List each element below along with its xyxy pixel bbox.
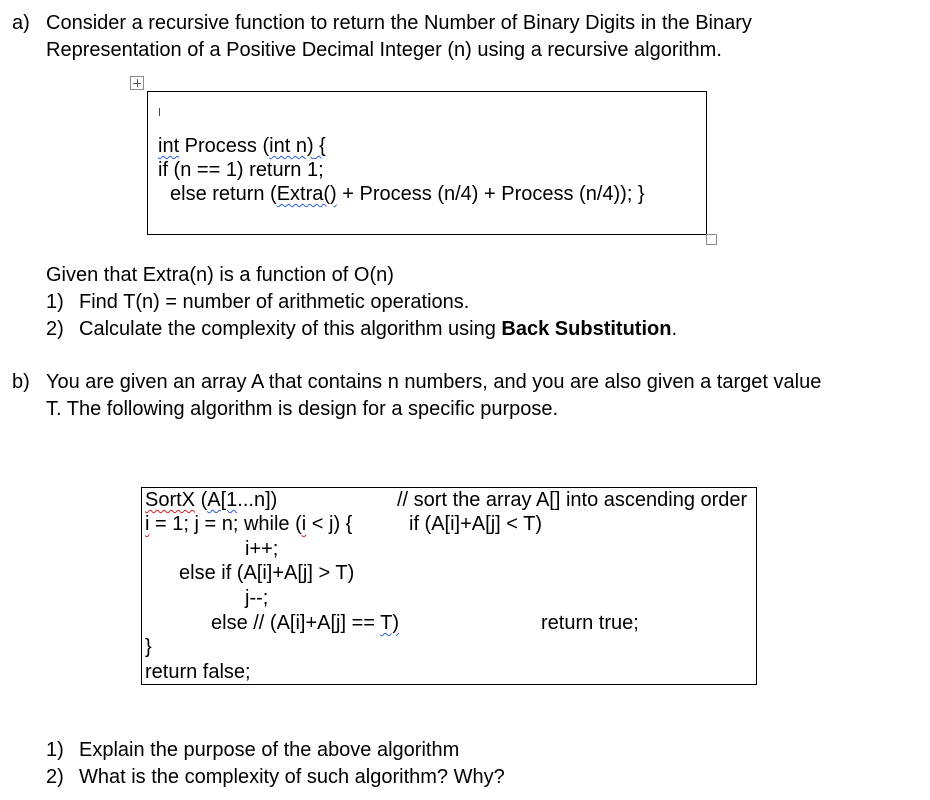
code-b-function-name: SortX bbox=[145, 489, 196, 511]
code-b-line-7: } bbox=[145, 636, 152, 658]
part-a-q2-number: 2) bbox=[46, 318, 64, 340]
code-b-array-arg: A[1 bbox=[207, 489, 238, 511]
part-a-line-1: Consider a recursive function to return the Number of Binary Digits in the Binary bbox=[46, 12, 752, 34]
part-b-line-1: You are given an array A that contains n numbers, and you are also given a target value bbox=[46, 371, 822, 393]
code-b-line-6: else // (A[i]+A[j] == T) bbox=[211, 612, 400, 634]
back-substitution-term: Back Substitution bbox=[501, 318, 672, 340]
part-b-q1: Explain the purpose of the above algorithm bbox=[79, 739, 460, 761]
code-b-comment: // sort the array A[] into ascending order bbox=[397, 489, 748, 511]
code-b-line-8: return false; bbox=[145, 661, 251, 683]
code-b-if-condition: if (A[i]+A[j] < T) bbox=[409, 513, 542, 535]
code-b-line-1: SortX (A[1...n]) bbox=[145, 489, 278, 511]
table-resize-handle-icon[interactable] bbox=[706, 234, 717, 245]
part-a-line-2: Representation of a Positive Decimal Integer (n) using a recursive algorithm. bbox=[46, 39, 722, 61]
part-b-q2-number: 2) bbox=[46, 766, 64, 788]
code-a-line-1: int Process (int n) { bbox=[158, 135, 326, 157]
part-a-q1: Find T(n) = number of arithmetic operations. bbox=[79, 291, 470, 313]
code-a-int-keyword: int bbox=[158, 135, 180, 157]
part-a-q1-number: 1) bbox=[46, 291, 64, 313]
text-cursor bbox=[159, 108, 160, 116]
part-b-q2: What is the complexity of such algorithm? Why? bbox=[79, 766, 505, 788]
code-b-line-5: j--; bbox=[245, 587, 269, 609]
part-b-q1-number: 1) bbox=[46, 739, 64, 761]
code-b-line-3: i++; bbox=[245, 538, 279, 560]
part-b-marker: b) bbox=[12, 371, 30, 393]
code-b-line-4: else if (A[i]+A[j] > T) bbox=[179, 562, 355, 584]
code-a-line-3: else return (Extra() + Process (n/4) + Process (n/4)); } bbox=[170, 183, 645, 205]
part-a-marker: a) bbox=[12, 12, 30, 34]
code-b-line-2: i = 1; j = n; while (i < j) { bbox=[145, 513, 353, 535]
part-b-line-2: T. The following algorithm is design for a specific purpose. bbox=[46, 398, 559, 420]
code-a-param: int n) bbox=[269, 135, 314, 157]
code-a-extra-call: Extra() bbox=[276, 183, 337, 205]
code-b-return-true: return true; bbox=[541, 612, 639, 634]
given-text: Given that Extra(n) is a function of O(n) bbox=[46, 264, 394, 286]
table-move-handle-icon[interactable] bbox=[130, 76, 144, 90]
code-a-line-2: if (n == 1) return 1; bbox=[158, 159, 324, 181]
part-a-q2: Calculate the complexity of this algorithm using Back Substitution. bbox=[79, 318, 677, 340]
